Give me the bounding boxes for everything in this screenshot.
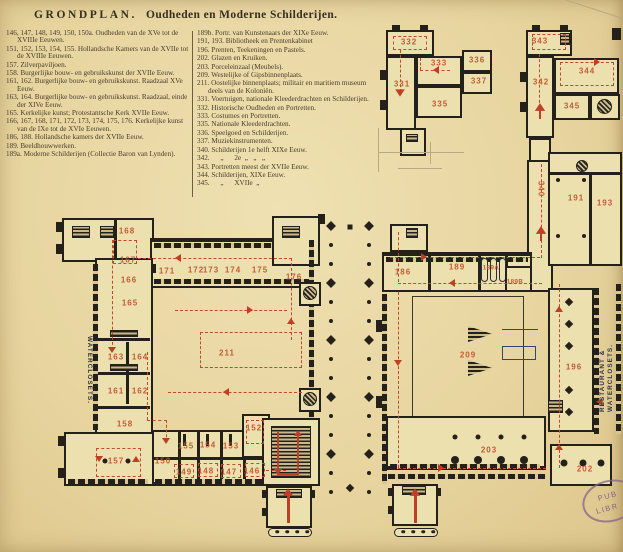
room-label-209: 209 — [459, 350, 477, 360]
room-label-333: 333 — [430, 58, 448, 68]
room-label-157: 157 — [107, 456, 125, 466]
room-label-342: 342 — [532, 77, 550, 87]
room-label-146: 146 — [243, 466, 261, 476]
room-label-337: 337 — [470, 76, 488, 86]
legend-entry: 344. Schilderijen, XIXe Eeuw. — [197, 170, 286, 179]
room-label-331: 331 — [393, 79, 411, 89]
room-label-152: 152 — [245, 423, 263, 433]
room-label-196: 196 — [565, 362, 583, 372]
room-label-154: 154 — [199, 440, 217, 450]
room-label-165: 165 — [121, 298, 139, 308]
room-label-336: 336 — [468, 55, 486, 65]
room-label-189a: 189A — [482, 264, 500, 272]
room-label-168: 168 — [118, 226, 136, 236]
waterclosets-right-label: WATERCLOSETS. — [607, 343, 614, 412]
legend-entry: 158. Burgerlijke bouw- en gebruikskunst der XVIIe Eeuw. — [6, 69, 175, 78]
legend-entry: 196. Prenten, Teekeningen en Pastels. — [197, 45, 306, 54]
room-label-193: 193 — [596, 198, 614, 208]
legend-entry: 211. Oostelijke binnenplaats; militair en maritiem museum deels van de Koloniën. — [197, 79, 369, 95]
stamp-line2: LIBR — [595, 501, 620, 516]
room-label-172: 172 — [187, 265, 205, 275]
room-label-343: 343 — [531, 36, 549, 46]
stamp-line1: PUB — [596, 488, 619, 503]
legend-entry: 342. „ 2e „ „ „ — [197, 154, 266, 163]
room-label-211: 211 — [219, 348, 235, 358]
legend-entry: 165. Kerkelijke kunst; Protestantsche Kerk XVIIe Eeuw. — [6, 109, 170, 118]
restaurant-label: RESTAURANT & — [599, 349, 606, 412]
room-label-189: 189 — [448, 262, 466, 272]
legend-entry: 331. Voertuigen, nationale Kleederdrachten en Schilderijen. — [197, 95, 369, 104]
legend-entry: 186, 188. Hollandsche kamers der XVIIe Eeuw. — [6, 133, 144, 142]
legend-entry: 209. Westelijke of Gipsbinnenplaats. — [197, 71, 303, 80]
legend-entry: 337. Muziekinstrumenten. — [197, 137, 273, 146]
room-label-155: 155 — [177, 441, 195, 451]
room-label-171: 171 — [158, 266, 176, 276]
room-label-150: 150 — [154, 456, 172, 466]
legend-entry: 166, 167, 168, 171, 172, 173, 174, 175, 176. Kerkelijke kunst van de IXe tot de XVIe Eeuwen. — [6, 117, 185, 133]
title-subject: Oudheden en Moderne Schilderijen. — [146, 9, 338, 21]
room-label-332: 332 — [400, 37, 418, 47]
room-label-148: 148 — [197, 466, 215, 476]
room-label-202: 202 — [576, 464, 594, 474]
room-label-147: 147 — [220, 467, 238, 477]
legend-entry: 189a. Moderne Schilderijen (Collectie Baron van Lynden). — [6, 150, 176, 159]
room-label-203: 203 — [480, 445, 498, 455]
room-label-164: 164 — [131, 352, 149, 362]
legend-entry: 146, 147, 148, 149, 150, 150a. Oudheden van de XVe tot de XVIIIe Eeuwen. — [6, 29, 181, 45]
legend-entry: 163, 164. Burgerlijke bouw- en gebruikskunst. Raadzaal, einde der XIVe Eeuw. — [6, 93, 190, 109]
legend-entry: 202. Glazen en Kruiken. — [197, 54, 268, 63]
room-label-161: 161 — [107, 386, 125, 396]
room-label-344: 344 — [578, 66, 596, 76]
legend-entry: 340. Schilderijen 1e helft XIXe Eeuw. — [197, 145, 307, 154]
legend-entry: 332. Historische Oudheden en Portretten. — [197, 103, 316, 112]
legend-entry: 203. Porceleinzaal (Meubels). — [197, 62, 284, 71]
room-label-335: 335 — [431, 99, 449, 109]
room-label-174: 174 — [224, 265, 242, 275]
waterclosets-left-label: WATERCLOSETS. — [86, 336, 93, 405]
room-label-173: 173 — [202, 265, 220, 275]
legend-entry: 157. Zilverpaviljoen. — [6, 60, 67, 69]
room-label-191: 191 — [567, 193, 585, 203]
room-label-158: 158 — [116, 419, 134, 429]
legend-entry: 336. Speelgoed en Schilderijen. — [197, 128, 289, 137]
legend-entry: 189b. Portr. van Kunstenaars der XIXe Eeuw. — [197, 29, 329, 37]
legend-entry: 189. Beeldhouwwerken. — [6, 141, 77, 150]
room-label-340: 340 — [536, 180, 546, 198]
room-label-166: 166 — [120, 275, 138, 285]
title-grondplan: GRONDPLAN. — [34, 9, 137, 21]
room-label-175: 175 — [251, 265, 269, 275]
legend-entry: 335. Nationale Kleederdrachten. — [197, 120, 291, 129]
room-label-163: 163 — [107, 352, 125, 362]
room-label-162: 162 — [131, 386, 149, 396]
room-label-186: 186 — [394, 267, 412, 277]
room-label-189b: 189B — [506, 278, 524, 286]
room-label-167: 167 — [119, 255, 137, 265]
legend-entry: 343. Portretten meest der XVIIe Eeuw. — [197, 162, 309, 171]
room-label-149: 149 — [175, 467, 193, 477]
legend-entry: 333. Costumes en Portretten. — [197, 112, 281, 121]
room-label-153: 153 — [222, 441, 240, 451]
room-label-345: 345 — [563, 101, 581, 111]
legend-entry: 161, 162. Burgerlijke bouw- en gebruikskunst. Raadzaal XVe Eeuw. — [6, 77, 185, 93]
room-label-176: 176 — [285, 272, 303, 282]
legend-entry: 191, 193. Bibliotheek en Prentenkabinet — [197, 37, 313, 46]
legend-entry: 345. „ XVIIe „ — [197, 179, 260, 188]
legend-entry: 151, 152, 153, 154, 155. Hollandsche Kamers van de XVIIe tot de XVIIIe Eeuwen. — [6, 44, 191, 61]
